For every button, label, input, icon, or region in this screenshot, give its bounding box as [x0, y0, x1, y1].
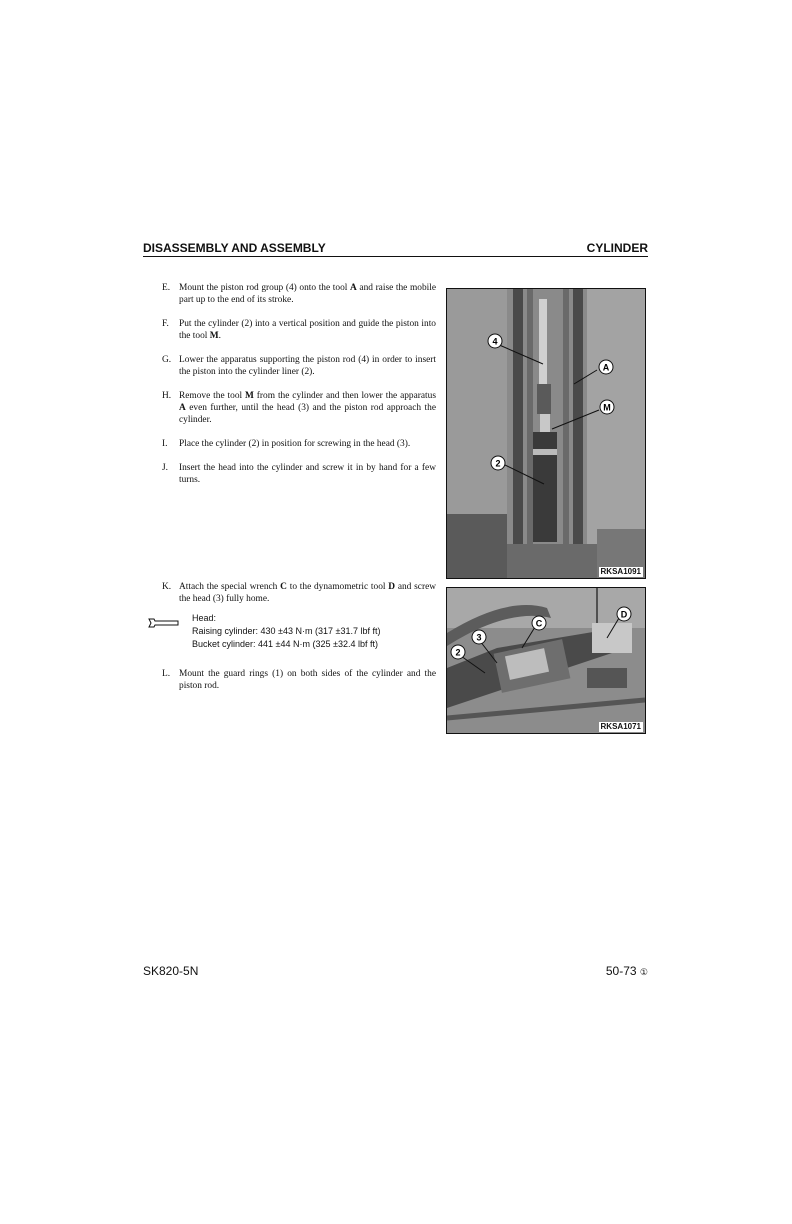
- footer-page: [606, 964, 648, 978]
- spec-line-bucket: Bucket cylinder: 441 ±44 N·m (325 ±32.4 lbf ft): [192, 639, 378, 649]
- callout-m: M: [603, 402, 611, 413]
- step-text: Lower the apparatus supporting the piston rod (4) in order to insert the piston into the cylinder liner (2).: [179, 355, 436, 377]
- torque-spec: [192, 612, 380, 651]
- step-text: Remove the tool M from the cylinder and then lower the apparatus A even further, until the head (3) and the piston rod approach the cylinder.: [179, 391, 436, 425]
- callout-d: D: [620, 609, 628, 620]
- step-k: [162, 581, 436, 605]
- section-title: DISASSEMBLY AND ASSEMBLY: [143, 241, 326, 255]
- page-header: [143, 240, 648, 257]
- callout-2: 2: [455, 647, 461, 658]
- step-letter: J.: [162, 463, 168, 473]
- step-i: [162, 438, 436, 450]
- spec-line-raising: Raising cylinder: 430 ±43 N·m (317 ±31.7 lbf ft): [192, 626, 381, 636]
- photo-cylinder-horizontal: [447, 588, 645, 733]
- figure-code: RKSA1091: [600, 567, 641, 576]
- figure-code: RKSA1071: [600, 722, 641, 731]
- step-j: [162, 462, 436, 486]
- step-letter: F.: [162, 319, 169, 329]
- step-letter: G.: [162, 355, 172, 365]
- step-text: Attach the special wrench C to the dynamometric tool D and screw the head (3) fully home.: [179, 582, 437, 604]
- callout-c: C: [535, 618, 543, 629]
- step-letter: H.: [162, 391, 172, 401]
- step-letter: E.: [162, 283, 171, 293]
- step-letter: L.: [162, 669, 171, 679]
- step-e: [162, 282, 436, 306]
- step-g: [162, 354, 436, 378]
- revision-mark: ①: [639, 967, 648, 977]
- step-text: Mount the piston rod group (4) onto the tool A and raise the mobile part up to the end of its stroke.: [179, 283, 436, 305]
- callout-a: A: [602, 362, 610, 373]
- step-text: Place the cylinder (2) in position for screwing in the head (3).: [179, 439, 411, 449]
- step-f: [162, 318, 436, 342]
- step-h: [162, 390, 436, 426]
- step-letter: I.: [162, 439, 168, 449]
- step-text: Put the cylinder (2) into a vertical position and guide the piston into the tool M.: [179, 319, 436, 341]
- callout-2: 2: [495, 458, 501, 469]
- callout-4: 4: [492, 336, 498, 347]
- figure-rksa1071: [446, 587, 646, 734]
- callout-3: 3: [476, 632, 482, 643]
- photo-cylinder-vertical: [447, 289, 645, 578]
- step-text: Insert the head into the cylinder and screw it in by hand for a few turns.: [179, 463, 436, 485]
- figure-rksa1091: [446, 288, 646, 579]
- step-l: [162, 668, 436, 692]
- spec-title: Head:: [192, 613, 217, 623]
- chapter-title: CYLINDER: [586, 241, 648, 255]
- page-number: 50-73: [605, 964, 637, 978]
- footer-model: SK820-5N: [143, 964, 199, 978]
- step-text: Mount the guard rings (1) on both sides of the cylinder and the piston rod.: [179, 669, 436, 691]
- wrench-icon: [147, 616, 181, 630]
- step-letter: K.: [162, 582, 172, 592]
